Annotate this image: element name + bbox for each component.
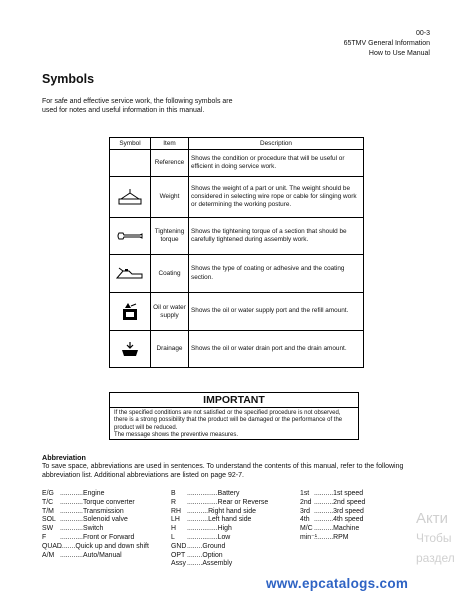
abbreviation-meaning: 3rd speed (333, 507, 364, 515)
abbreviation-entry (171, 525, 268, 534)
abbreviation-dots: ........ (187, 560, 203, 568)
abbreviation-term: SW (42, 525, 54, 533)
abbreviation-entry (300, 534, 365, 543)
abbreviation-entry (300, 499, 365, 508)
abbreviation-entry (171, 516, 268, 525)
manual-model-title: 65TMV General Information (343, 40, 430, 47)
abbreviation-meaning: High (217, 525, 232, 533)
abbreviation-entry (171, 490, 268, 499)
intro-paragraph: For safe and effective service work, the following symbols are used for notes and useful information in this manual. (42, 98, 233, 115)
abbreviation-meaning: Low (217, 533, 231, 541)
abbreviation-meaning: Front or Forward (82, 533, 135, 541)
abbreviation-meaning: 2nd speed (333, 498, 366, 506)
item-description: Shows the oil or water drain port and the drain amount. (189, 331, 364, 368)
drain-icon (119, 340, 141, 358)
important-note: The message shows the preventive measures. (114, 432, 239, 439)
abbreviation-term: T/C (42, 498, 54, 506)
abbreviation-entry (42, 552, 149, 561)
abbreviation-entry (171, 543, 268, 552)
header-item: Item (151, 138, 189, 150)
abbreviation-entry (171, 534, 268, 543)
abbreviation-meaning: Battery (217, 490, 240, 497)
important-body: If the specified conditions are not satisfied or the specified procedure is not observed, there is a strong possibility that the product will be damaged or the performance of the product will be reduced. (114, 410, 343, 431)
abbreviation-dots: .......... (314, 533, 334, 541)
abbreviation-meaning: Right hand side (208, 507, 256, 515)
wrench-icon (116, 229, 144, 243)
abbreviation-dots: .......... (314, 525, 334, 533)
item-description: Shows the type of coating or adhesive and the coating section. (189, 255, 364, 293)
abbreviation-dots: ........... (187, 507, 209, 515)
abbreviation-term: M/C (300, 525, 313, 533)
abbreviation-entry (42, 534, 149, 543)
abbreviation-meaning: Switch (82, 525, 104, 533)
table-header-row (110, 138, 364, 150)
item-label: Weight (151, 177, 189, 218)
abbreviation-term: SOL (42, 516, 56, 524)
important-box (109, 392, 359, 440)
abbreviation-term: E/G (42, 490, 54, 497)
abbreviation-entry (42, 516, 149, 525)
table-row (110, 218, 364, 255)
abbreviation-term: T/M (42, 507, 54, 515)
abbreviation-term: QUAD (42, 542, 62, 550)
abbreviation-meaning: Assembly (202, 560, 233, 568)
oil-supply-icon (119, 302, 141, 322)
abbreviation-dots: ............ (60, 490, 83, 497)
item-description: Shows the weight of a part or unit. The weight should be considered in selecting wire rope or cable for slinging work or determining the working posture. (189, 177, 364, 218)
abbreviation-column-1 (42, 490, 149, 560)
abbreviation-entry (171, 508, 268, 517)
abbreviation-meaning: Quick up and down shift (75, 542, 149, 550)
abbreviation-term: L (171, 533, 175, 541)
item-description: Shows the oil or water supply port and the refill amount. (189, 293, 364, 331)
abbreviation-dots: ........... (187, 516, 209, 524)
section-title: How to Use Manual (368, 50, 430, 57)
abbreviation-entry (171, 499, 268, 508)
abbreviation-entry (42, 508, 149, 517)
abbreviation-term: 1st (300, 490, 310, 497)
abbreviation-dots: ........ (187, 542, 203, 550)
abbreviation-meaning: Option (202, 551, 223, 559)
abbreviation-dots: ............ (60, 533, 83, 541)
abbreviation-term: R (171, 498, 176, 506)
abbreviation-entry (300, 490, 365, 499)
watermark-text: Акти (416, 510, 448, 527)
header-description: Description (189, 138, 364, 150)
abbreviation-meaning: 1st speed (333, 490, 364, 497)
abbreviation-meaning: Auto/Manual (82, 551, 122, 559)
symbols-table (109, 137, 364, 368)
table-row (110, 331, 364, 368)
item-label: Drainage (151, 331, 189, 368)
abbreviation-term: F (42, 533, 47, 541)
item-label: Reference (151, 150, 189, 177)
abbreviation-meaning: Ground (202, 542, 226, 550)
abbreviation-term: GND (171, 542, 187, 550)
header-symbol: Symbol (110, 138, 151, 150)
table-row (110, 177, 364, 218)
abbreviation-term: 4th (300, 516, 310, 524)
abbreviation-dots: ........ (187, 551, 203, 559)
abbreviation-meaning: Solenoid valve (82, 516, 128, 524)
abbreviation-entry (171, 552, 268, 561)
abbreviation-dots: ................ (187, 533, 218, 541)
watermark-text: Чтобы (416, 531, 452, 545)
abbreviation-entry (300, 508, 365, 517)
symbol-cell-empty (110, 150, 151, 177)
oil-can-icon (115, 266, 145, 282)
abbreviation-term: A/M (42, 551, 55, 559)
abbreviation-term: H (171, 525, 176, 533)
abbreviation-entry (300, 516, 365, 525)
abbreviation-entry (300, 525, 365, 534)
abbreviation-dots: ................ (187, 490, 218, 497)
abbreviation-dots: ............ (60, 516, 83, 524)
abbreviation-term: LH (171, 516, 180, 524)
abbreviation-entry (42, 499, 149, 508)
abbreviation-meaning: Torque converter (82, 498, 135, 506)
page-number: 00-3 (415, 30, 430, 37)
abbreviation-meaning: 4th speed (333, 516, 364, 524)
abbreviation-term: B (171, 490, 176, 497)
abbreviation-meaning: Engine (82, 490, 105, 497)
abbreviation-entry (42, 543, 149, 552)
abbreviation-heading: Abbreviation (42, 453, 86, 462)
weight-icon (117, 188, 143, 206)
item-label: Oil or water supply (151, 293, 189, 331)
abbreviation-meaning: Machine (333, 525, 360, 533)
abbreviation-intro: To save space, abbreviations are used in sentences. To understand the contents of this manual, refer to the following abbreviation list. Additional abbreviations are listed on page 92-7. (42, 463, 404, 479)
abbreviation-term: 2nd (300, 498, 312, 506)
abbreviation-meaning: Left hand side (208, 516, 252, 524)
abbreviation-dots: .......... (314, 507, 334, 515)
abbreviation-meaning: Rear or Reverse (217, 498, 269, 506)
watermark-url: www.epcatalogs.com (266, 576, 409, 591)
abbreviation-term: min⁻¹ (300, 533, 318, 541)
abbreviation-column-3 (300, 490, 365, 543)
abbreviation-term: OPT (171, 551, 186, 559)
watermark-text: раздел (416, 551, 455, 565)
abbreviation-dots: ............ (60, 525, 83, 533)
item-description: Shows the tightening torque of a section that should be carefully tightened during assembly work. (189, 218, 364, 255)
item-label: Tightening torque (151, 218, 189, 255)
abbreviation-term: RH (171, 507, 181, 515)
abbreviation-entry (42, 525, 149, 534)
abbreviation-dots: ............ (60, 507, 83, 515)
abbreviation-dots: ............ (60, 498, 83, 506)
abbreviation-meaning: Transmission (82, 507, 124, 515)
abbreviation-entry (171, 560, 268, 569)
abbreviation-dots: ................ (187, 498, 218, 506)
abbreviation-dots: ................ (187, 525, 218, 533)
table-row (110, 150, 364, 177)
item-description: Shows the condition or procedure that will be useful or efficient in doing service work. (189, 150, 364, 177)
abbreviation-term: Assy (171, 560, 186, 568)
important-title: IMPORTANT (110, 393, 358, 408)
abbreviation-entry (42, 490, 149, 499)
abbreviation-meaning: RPM (333, 533, 349, 541)
abbreviation-term: 3rd (300, 507, 310, 515)
page-title: Symbols (42, 72, 95, 86)
table-row (110, 293, 364, 331)
abbreviation-dots: ........ (60, 542, 76, 550)
item-label: Coating (151, 255, 189, 293)
abbreviation-dots: .......... (314, 498, 334, 506)
abbreviation-dots: ............ (60, 551, 83, 559)
table-row (110, 255, 364, 293)
abbreviation-dots: .......... (314, 516, 334, 524)
abbreviation-dots: .......... (314, 490, 334, 497)
abbreviation-column-2 (171, 490, 268, 569)
